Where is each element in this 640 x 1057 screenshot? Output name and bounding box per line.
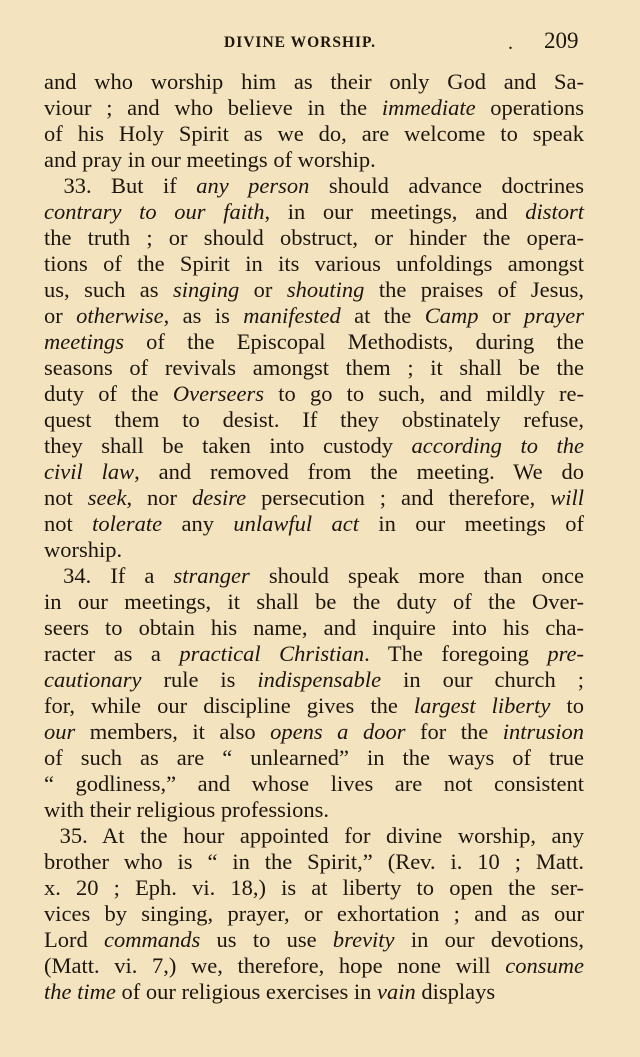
- text-line: [44, 823, 584, 849]
- text-line: [44, 147, 584, 173]
- text-span: tions of the Spirit in its various unfoldings amongst: [44, 251, 584, 276]
- running-head: DIVINE WORSHIP.: [224, 34, 376, 51]
- text-line: [44, 667, 584, 693]
- text-span: “ godliness,” and whose lives are not consistent: [44, 771, 584, 796]
- text-span: , in our meetings, and: [264, 199, 526, 224]
- text-line: [44, 719, 584, 745]
- text-span: , and removed from the meeting. We do: [134, 459, 584, 484]
- text-line: [44, 303, 584, 329]
- text-span: for, while our discipline gives the: [44, 693, 414, 718]
- text-span: to: [550, 693, 584, 718]
- text-line: [44, 173, 584, 199]
- italic-span: consume: [505, 953, 584, 978]
- text-span: us to use: [200, 927, 333, 952]
- text-line: [44, 433, 584, 459]
- text-span: seers to obtain his name, and inquire into his cha-: [44, 615, 584, 640]
- text-line: [44, 589, 584, 615]
- italic-span: civil law: [44, 459, 135, 484]
- text-line: [44, 277, 584, 303]
- text-span: displays: [415, 979, 496, 1004]
- italic-span: Overseers: [172, 381, 265, 406]
- italic-span: practical Christian: [179, 641, 365, 666]
- italic-span: Camp: [424, 303, 479, 328]
- text-line: [44, 225, 584, 251]
- text-line: [44, 459, 584, 485]
- italic-span: prayer: [524, 303, 585, 328]
- text-span: 35. At the hour appointed for divine worship, any: [44, 823, 584, 848]
- text-span: us, such as: [44, 277, 173, 302]
- italic-span: unlawful act: [233, 511, 360, 536]
- italic-span: singing: [172, 277, 240, 302]
- text-span: or: [44, 303, 77, 328]
- text-span: in our church ;: [381, 667, 584, 692]
- text-line: [44, 511, 584, 537]
- text-span: in our devotions,: [394, 927, 584, 952]
- italic-span: cautionary: [44, 667, 142, 692]
- text-span: of his Holy Spirit as we do, are welcome to speak: [44, 121, 584, 146]
- text-line: [44, 693, 584, 719]
- text-span: worship.: [44, 537, 123, 562]
- italic-span: seek: [87, 485, 127, 510]
- italic-span: tolerate: [92, 511, 163, 536]
- italic-span: will: [550, 485, 584, 510]
- italic-span: pre-: [547, 641, 584, 666]
- text-line: [44, 381, 584, 407]
- italic-span: stranger: [173, 563, 250, 588]
- italic-span: any person: [196, 173, 310, 198]
- text-line: [44, 979, 584, 1005]
- text-span: 33. But if: [44, 173, 197, 198]
- italic-span: meetings: [44, 329, 124, 354]
- text-line: [44, 251, 584, 277]
- text-span: x. 20 ; Eph. vi. 18,) is at liberty to open the ser-: [44, 875, 584, 900]
- text-line: [44, 849, 584, 875]
- text-span: the praises of Jesus,: [364, 277, 584, 302]
- text-span: or: [239, 277, 287, 302]
- italic-span: brevity: [332, 927, 395, 952]
- text-span: members, it also: [75, 719, 271, 744]
- text-span: they shall be taken into custody: [44, 433, 412, 458]
- text-span: not: [44, 511, 93, 536]
- italic-span: vain: [377, 979, 416, 1004]
- italic-span: otherwise: [76, 303, 164, 328]
- text-span: rule is: [141, 667, 258, 692]
- italic-span: manifested: [243, 303, 341, 328]
- text-span: of our religious exercises in: [115, 979, 378, 1004]
- italic-span: intrusion: [502, 719, 584, 744]
- italic-span: our: [44, 719, 76, 744]
- text-span: Lord: [44, 927, 105, 952]
- text-span: in our meetings of: [359, 511, 584, 536]
- text-span: not: [44, 485, 88, 510]
- header-dot: .: [508, 32, 513, 54]
- text-line: [44, 875, 584, 901]
- text-span: seasons of revivals amongst them ; it shall be the: [44, 355, 584, 380]
- italic-span: shouting: [286, 277, 365, 302]
- text-line: [44, 329, 584, 355]
- text-span: (Matt. vi. 7,) we, therefore, hope none will: [44, 953, 506, 978]
- text-line: [44, 771, 584, 797]
- text-line: [44, 641, 584, 667]
- italic-span: the time: [44, 979, 116, 1004]
- text-span: and pray in our meetings of worship.: [44, 147, 376, 172]
- text-span: with their religious professions.: [44, 797, 329, 822]
- text-span: operations: [475, 95, 584, 120]
- body-text: [44, 69, 584, 1005]
- page-header: [0, 28, 640, 58]
- text-span: persecution ; and therefore,: [246, 485, 551, 510]
- italic-span: immediate: [381, 95, 476, 120]
- text-span: , as is: [163, 303, 244, 328]
- text-span: at the: [340, 303, 425, 328]
- text-line: [44, 745, 584, 771]
- text-span: 34. If a: [44, 563, 174, 588]
- text-span: quest them to desist. If they obstinately refuse,: [44, 407, 584, 432]
- text-span: or: [478, 303, 525, 328]
- page-number: 209: [544, 28, 579, 53]
- text-span: in our meetings, it shall be the duty of the Over-: [44, 589, 584, 614]
- text-span: any: [162, 511, 234, 536]
- text-line: [44, 485, 584, 511]
- text-span: viour ; and who believe in the: [44, 95, 382, 120]
- text-span: racter as a: [44, 641, 180, 666]
- italic-span: according to the: [411, 433, 584, 458]
- italic-span: opens a door: [270, 719, 406, 744]
- text-line: [44, 95, 584, 121]
- text-line: [44, 615, 584, 641]
- text-line: [44, 69, 584, 95]
- text-span: . The foregoing: [364, 641, 548, 666]
- italic-span: distort: [525, 199, 584, 224]
- text-span: duty of the: [44, 381, 173, 406]
- text-line: [44, 355, 584, 381]
- text-span: the truth ; or should obstruct, or hinder the opera-: [44, 225, 584, 250]
- text-line: [44, 901, 584, 927]
- text-line: [44, 953, 584, 979]
- italic-span: desire: [191, 485, 247, 510]
- italic-span: indispensable: [257, 667, 382, 692]
- text-span: should advance doctrines: [309, 173, 584, 198]
- text-line: [44, 537, 584, 563]
- text-span: and who worship him as their only God and Sa-: [44, 69, 584, 94]
- text-line: [44, 199, 584, 225]
- text-span: of the Episcopal Methodists, during the: [123, 329, 584, 354]
- text-line: [44, 563, 584, 589]
- text-span: for the: [405, 719, 503, 744]
- text-span: vices by singing, prayer, or exhortation ; and as our: [44, 901, 584, 926]
- text-line: [44, 121, 584, 147]
- text-span: brother who is “ in the Spirit,” (Rev. i. 10 ; Matt.: [44, 849, 584, 874]
- text-line: [44, 797, 584, 823]
- italic-span: contrary to our faith: [44, 199, 265, 224]
- text-span: , nor: [126, 485, 192, 510]
- text-line: [44, 407, 584, 433]
- italic-span: largest liberty: [413, 693, 551, 718]
- text-span: to go to such, and mildly re-: [264, 381, 585, 406]
- text-span: should speak more than once: [249, 563, 584, 588]
- text-span: of such as are “ unlearned” in the ways of true: [44, 745, 584, 770]
- text-line: [44, 927, 584, 953]
- italic-span: commands: [104, 927, 201, 952]
